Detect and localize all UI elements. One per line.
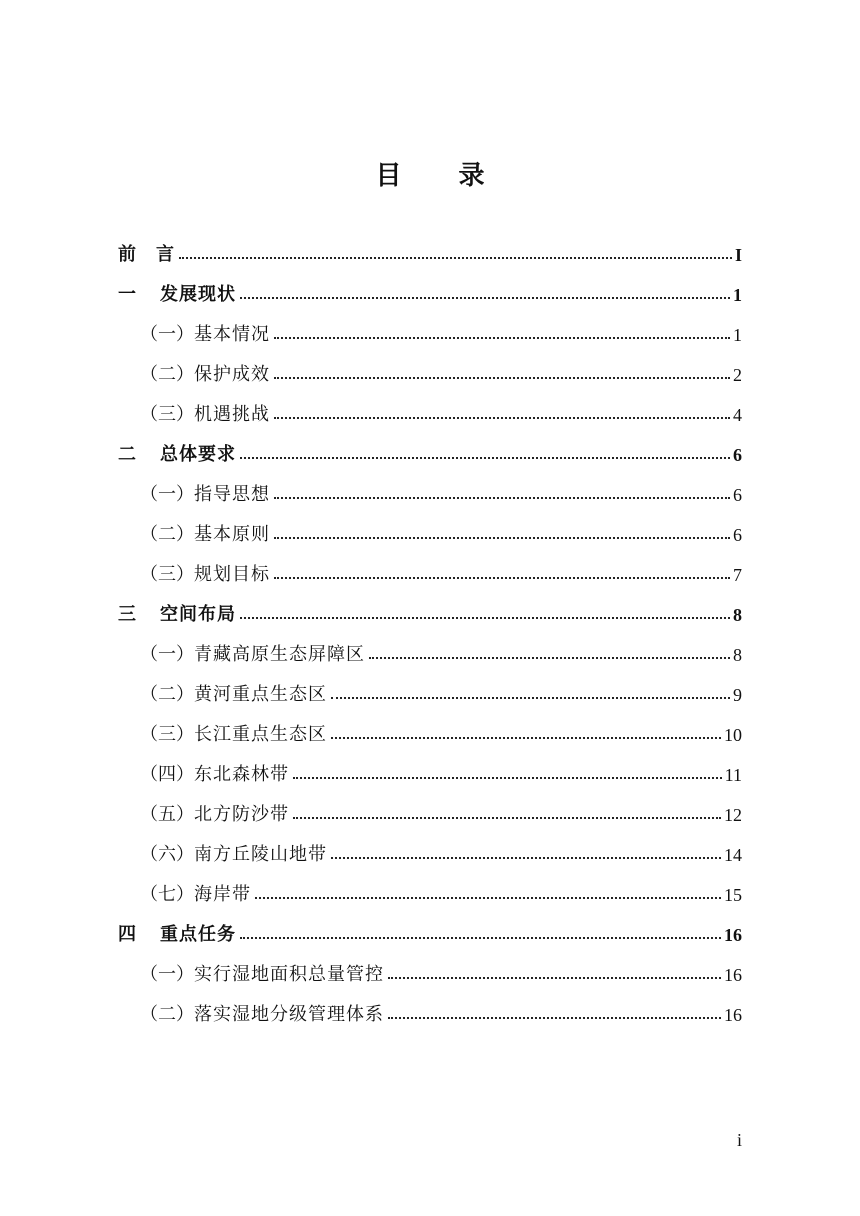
toc-entry[interactable]	[118, 596, 742, 626]
toc-entry-number: （二）	[140, 1004, 194, 1025]
toc-entry[interactable]	[140, 636, 742, 666]
toc-entry-page: I	[734, 245, 742, 265]
toc-entry[interactable]	[140, 476, 742, 506]
toc-leader-dots	[293, 817, 721, 819]
toc-entry-number: （一）	[140, 964, 194, 985]
toc-entry-number: 四	[118, 924, 136, 945]
toc-entry[interactable]	[140, 796, 742, 826]
toc-entry-number: （五）	[140, 804, 194, 825]
toc-entry-page: 2	[733, 365, 742, 385]
toc-entry[interactable]	[140, 396, 742, 426]
toc-entry-label: 空间布局	[160, 604, 236, 625]
toc-leader-dots	[274, 577, 730, 579]
toc-entry[interactable]	[140, 716, 742, 746]
toc-leader-dots	[255, 897, 721, 899]
toc-entry-number: （三）	[140, 404, 194, 425]
toc-entry-label: 实行湿地面积总量管控	[194, 964, 384, 985]
toc-entry-page: 12	[724, 805, 742, 825]
toc-entry[interactable]	[140, 556, 742, 586]
toc-entry[interactable]	[140, 356, 742, 386]
page-number: i	[736, 1130, 742, 1150]
toc-leader-dots	[179, 257, 732, 259]
toc-entry-label: 指导思想	[194, 484, 270, 505]
page-title: 目 录	[375, 161, 509, 191]
toc-entry[interactable]	[140, 876, 742, 906]
toc-entry-page: 6	[733, 445, 742, 465]
toc-entry-page: 16	[724, 965, 742, 985]
toc-entry-label: 长江重点生态区	[194, 724, 327, 745]
toc-entry-label: 海岸带	[194, 884, 251, 905]
toc-entry[interactable]	[140, 516, 742, 546]
toc-leader-dots	[274, 497, 730, 499]
toc-leader-dots	[274, 377, 730, 379]
toc-leader-dots	[331, 737, 721, 739]
toc-leader-dots	[331, 697, 730, 699]
toc-entry[interactable]	[118, 236, 742, 266]
toc-entry-label: 南方丘陵山地带	[194, 844, 327, 865]
toc-entry-page: 9	[733, 685, 742, 705]
toc-entry-label: 重点任务	[160, 924, 236, 945]
toc-entry[interactable]	[140, 756, 742, 786]
toc-entry[interactable]	[118, 436, 742, 466]
toc-entry[interactable]	[118, 916, 742, 946]
toc-entry[interactable]	[118, 276, 742, 306]
toc-entry-label: 东北森林带	[194, 764, 289, 785]
toc-entry-label: 总体要求	[160, 444, 236, 465]
toc-entry-number: 三	[118, 604, 136, 625]
toc-leader-dots	[388, 1017, 721, 1019]
toc-entry-label: 北方防沙带	[194, 804, 289, 825]
toc-leader-dots	[240, 937, 721, 939]
toc-entry-label: 基本原则	[194, 524, 270, 545]
toc-leader-dots	[274, 417, 730, 419]
toc-entry-number: （三）	[140, 564, 194, 585]
toc-entry-page: 4	[733, 405, 742, 425]
toc-entry-label: 发展现状	[160, 284, 236, 305]
toc-entry[interactable]	[140, 316, 742, 346]
toc-entry-number: （三）	[140, 724, 194, 745]
toc-entry-number: （一）	[140, 644, 194, 665]
toc-entry[interactable]	[140, 676, 742, 706]
toc-entry[interactable]	[140, 996, 742, 1026]
toc-entry-page: 14	[724, 845, 742, 865]
toc-entry-page: 6	[733, 485, 742, 505]
toc-leader-dots	[274, 537, 730, 539]
toc-entry-number: 一	[118, 284, 136, 305]
toc-entry-page: 8	[733, 605, 742, 625]
toc-entry-page: 11	[724, 765, 742, 785]
toc-leader-dots	[240, 297, 730, 299]
toc-entry-page: 7	[733, 565, 742, 585]
toc-entry-label: 落实湿地分级管理体系	[194, 1004, 384, 1025]
toc-entry-label: 黄河重点生态区	[194, 684, 327, 705]
toc-leader-dots	[331, 857, 721, 859]
toc-entry-page: 8	[733, 645, 742, 665]
toc-entry-number: （二）	[140, 364, 194, 385]
toc-entry[interactable]	[140, 956, 742, 986]
toc-entry-label: 基本情况	[194, 324, 270, 345]
toc-entry-number: （七）	[140, 884, 194, 905]
toc-entry-page: 6	[733, 525, 742, 545]
toc-entry-label: 机遇挑战	[194, 404, 270, 425]
toc-entry-number: （一）	[140, 484, 194, 505]
toc-leader-dots	[369, 657, 730, 659]
toc-entry-label: 规划目标	[194, 564, 270, 585]
toc-entry-number: （二）	[140, 684, 194, 705]
toc-leader-dots	[274, 337, 730, 339]
toc-entry[interactable]	[140, 836, 742, 866]
toc-leader-dots	[388, 977, 721, 979]
toc-entry-label: 前 言	[118, 244, 175, 265]
toc-entry-page: 15	[724, 885, 742, 905]
toc-entry-page: 1	[733, 325, 742, 345]
toc-entry-number: （四）	[140, 764, 194, 785]
toc-entry-number: （一）	[140, 324, 194, 345]
toc-entry-number: （二）	[140, 524, 194, 545]
toc-leader-dots	[293, 777, 722, 779]
toc-entry-page: 16	[724, 925, 742, 945]
toc-entry-label: 青藏高原生态屏障区	[194, 644, 365, 665]
toc-entry-page: 16	[724, 1005, 742, 1025]
toc-entry-number: 二	[118, 444, 136, 465]
toc-leader-dots	[240, 617, 730, 619]
toc-entry-page: 10	[724, 725, 742, 745]
toc-leader-dots	[240, 457, 730, 459]
toc-entry-number: （六）	[140, 844, 194, 865]
toc-entry-page: 1	[733, 285, 742, 305]
toc-entry-label: 保护成效	[194, 364, 270, 385]
